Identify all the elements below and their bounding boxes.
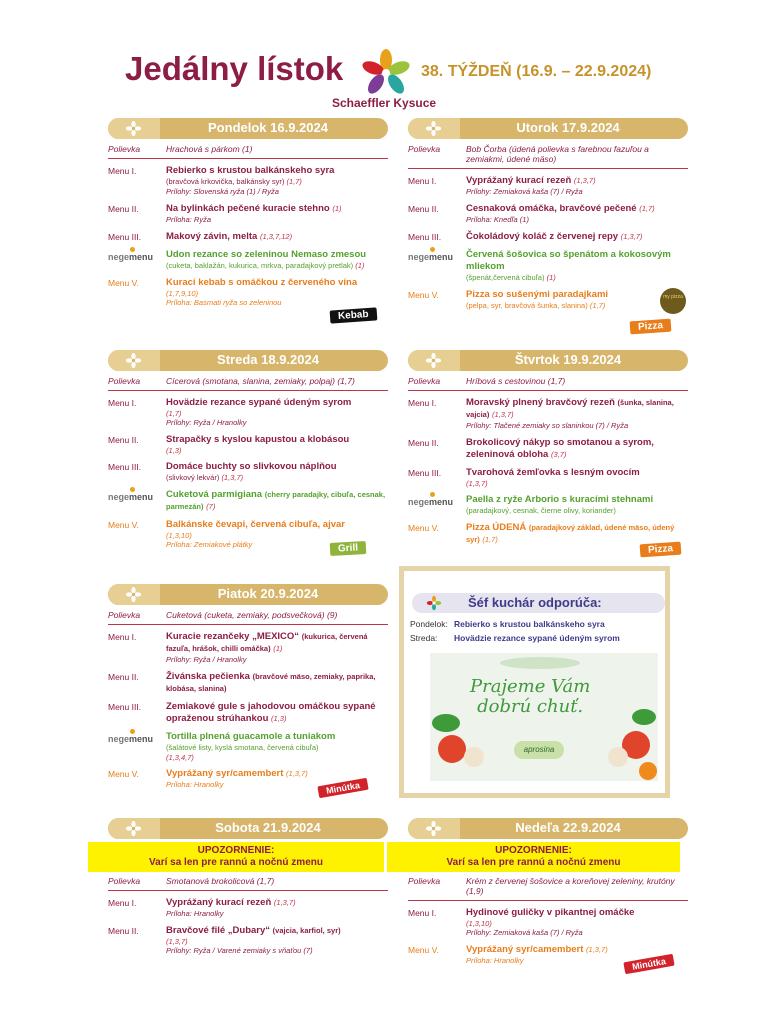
soup-row: Polievka Hríbová s cestovinou (1,7) <box>408 376 688 391</box>
menu-item: Menu II. Živánska pečienka (bravčové mäso, zemiaky, paprika, klobása, slanina) <box>108 671 376 693</box>
negemenu-logo: negemenu <box>408 249 466 283</box>
day-name: Nedeľa 22.9.2024 <box>515 820 621 835</box>
company-name: Schaeffler Kysuce <box>332 96 437 110</box>
soup-row: Polievka Cícerová (smotana, slanina, zemiaky, polpaj) (1,7) <box>108 376 388 391</box>
pizza-tag: Pizza <box>640 542 682 558</box>
negemenu-logo: negemenu <box>108 249 166 271</box>
menu-item: Menu V. Balkánske čevapi, červená cibuľa, ajvar (1,3,10) Príloha: Zemiakové plátky <box>108 519 345 549</box>
day-card-monday <box>108 118 388 308</box>
menu-item: Menu III. Domáce buchty so slivkovou náplňou (slivkový lekvár) (1,3,7) <box>108 461 337 482</box>
warning-banner-saturday: UPOZORNENIE: Varí sa len pre rannú a nočnú zmenu <box>88 842 384 872</box>
chef-title: Šéf kuchár odporúča: <box>468 595 602 610</box>
minutka-tag: Minútka <box>623 954 674 975</box>
menu-item: Menu II. Na bylinkách pečené kuracie stehno (1) Príloha: Ryža <box>108 203 342 224</box>
pizza-tag: Pizza <box>630 319 672 335</box>
menu-item: Menu II. Brokolicový nákyp so smotanou a syrom, zeleninová obloha (3,7) <box>408 437 654 460</box>
day-header <box>108 118 388 139</box>
week-range: 38. TÝŽDEŇ (16.9. – 22.9.2024) <box>421 63 652 80</box>
menu-item: Menu I. Vyprážaný kurací rezeň (1,3,7) Príloha: Hranolky <box>108 897 296 918</box>
negemenu-logo: negemenu <box>108 731 166 762</box>
day-name: Štvrtok 19.9.2024 <box>514 352 622 367</box>
menu-item: Menu III. Čokoládový koláč z červenej repy (1,3,7) <box>408 231 643 242</box>
kebab-tag: Kebab <box>330 307 377 323</box>
chef-recommendation: Streda: Hovädzie rezance sypané údeným syrom <box>410 633 620 643</box>
aprosina-logo: aprosina <box>514 741 564 759</box>
menu-item: Menu V. Pizza ÚDENÁ (paradajkový základ, údené mäso, údený syr) (1,7) <box>408 522 675 544</box>
greeting-text: Prajeme Vám dobrú chuť. <box>470 676 591 717</box>
vege-menu-item: negemenu Tortilla plnená guacamole a tuniakom (šalátové listy, kyslá smotana, červená cibuľa) (1,3,4,7) <box>108 731 336 762</box>
chef-recommendation-box <box>399 566 670 798</box>
page-title: Jedálny lístok <box>125 50 344 87</box>
my-pizza-badge: my pizza <box>660 288 686 314</box>
soup-row: Polievka Krém z červenej šošovice a koreňovej zeleniny, krutóny (1,9) <box>408 876 688 901</box>
vege-menu-item: negemenu Cuketová parmigiana (cherry paradajky, cibuľa, cesnak, parmezán) (7) <box>108 489 386 511</box>
day-card-tuesday <box>408 118 688 311</box>
day-card-sunday <box>408 818 688 966</box>
day-header <box>408 350 688 371</box>
soup-row: Polievka Bob Čorba (údená polievka s farebnou fazuľou a zemiakmi, údené mäso) <box>408 144 688 169</box>
day-name: Pondelok 16.9.2024 <box>208 120 328 135</box>
menu-item: Menu II. Cesnaková omáčka, bravčové pečené (1,7) Príloha: Knedľa (1) <box>408 203 655 224</box>
vege-menu-item: negemenu Červená šošovica so špenátom a kokosovým mliekom (špenát,červená cibuľa) (1) <box>408 249 671 282</box>
chef-header <box>412 593 665 613</box>
menu-item: Menu I. Rebierko s krustou balkánskeho syra (bravčová krkovička, balkánsky syr) (1,7) Prílohy: Slovenská ryža (1) / Ryža <box>108 165 335 196</box>
day-card-thursday <box>408 350 688 546</box>
soup-row: Polievka Cuketová (cuketa, zemiaky, podsvečková) (9) <box>108 610 388 625</box>
menu-item: Menu I. Hovädzie rezance sypané údeným syrom (1,7) Prílohy: Ryža / Hranolky <box>108 397 352 427</box>
day-name: Piatok 20.9.2024 <box>217 586 319 601</box>
menu-item: Menu I. Kuracie rezančeky „MEXICO“ (kukurica, červená fazuľa, hrášok, chilli omáčka) (1) Prílohy: Ryža / Hranolky <box>108 631 368 664</box>
vege-menu-item: negemenu Paella z ryže Arborio s kuracími stehnami (paradajkový, cesnak, čierne olivy, koriander) <box>408 494 654 515</box>
menu-item: Menu I. Vyprážaný kurací rezeň (1,3,7) Prílohy: Zemiaková kaša (7) / Ryža <box>408 175 596 196</box>
menu-item: Menu I. Moravský plnený bravčový rezeň (šunka, slanina, vajcia) (1,3,7) Prílohy: Tlačené zemiaky so slaninkou (7) / Ryža <box>408 397 674 430</box>
menu-item: Menu III. Makový závin, melta (1,3,7,12) <box>108 231 293 242</box>
menu-item: Menu I. Hydinové guličky v pikantnej omáčke (1,3,10) Prílohy: Zemiaková kaša (7) / Ryža <box>408 907 635 937</box>
menu-item: Menu V. Vyprážaný syr/camembert (1,3,7) Príloha: Hranolky <box>108 768 308 789</box>
day-name: Sobota 21.9.2024 <box>215 820 321 835</box>
day-header <box>108 350 388 371</box>
soup-row: Polievka Hrachová s párkom (1) <box>108 144 388 159</box>
menu-item: Menu II. Bravčové filé „Dubary“ (vajcia, karfiol, syr) (1,3,7) Prílohy: Ryža / Varené zemiaky s vňaťou (7) <box>108 925 341 955</box>
flower-logo-icon <box>358 46 414 98</box>
menu-item: Menu III. Tvarohová žemľovka s lesným ovocím (1,3,7) <box>408 467 640 488</box>
minutka-tag: Minútka <box>317 778 368 799</box>
day-card-friday <box>108 584 388 790</box>
bon-appetit-image <box>430 653 658 781</box>
day-name: Utorok 17.9.2024 <box>516 120 620 135</box>
menu-item: Menu V. Vyprážaný syr/camembert (1,3,7) Príloha: Hranolky <box>408 944 608 965</box>
grill-tag: Grill <box>330 541 367 556</box>
negemenu-logo: negemenu <box>108 489 166 513</box>
menu-item: Menu III. Zemiakové gule s jahodovou omáčkou sypané opraženou strúhankou (1,3) <box>108 701 376 724</box>
vege-menu-item: negemenu Udon rezance so zeleninou Nemaso zmesou (cuketa, baklažán, kukurica, mrkva, paradajkový pretlak) (1) <box>108 249 367 270</box>
day-header <box>108 818 388 839</box>
warning-banner-sunday: UPOZORNENIE: Varí sa len pre rannú a nočnú zmenu <box>387 842 680 872</box>
day-header <box>408 818 688 839</box>
menu-item: Menu V. Kurací kebab s omáčkou z červeného vína (1,7,9,10) Príloha: Basmati ryža so zeleninou <box>108 277 358 307</box>
menu-item: Menu II. Strapačky s kyslou kapustou a klobásou (1,3) <box>108 434 350 455</box>
negemenu-logo: negemenu <box>408 494 466 516</box>
soup-row: Polievka Smotanová brokolicová (1,7) <box>108 876 388 891</box>
day-header <box>408 118 688 139</box>
day-name: Streda 18.9.2024 <box>217 352 319 367</box>
flower-icon <box>426 595 442 611</box>
menu-item: Menu V. Pizza so sušenými paradajkami (pelpa, syr, bravčová šunka, slanina) (1,7) <box>408 289 609 310</box>
day-card-saturday <box>108 818 388 956</box>
day-header <box>108 584 388 605</box>
vegetables-illustration <box>430 653 658 781</box>
day-card-wednesday <box>108 350 388 550</box>
chef-recommendation: Pondelok: Rebierko s krustou balkánskeho syra <box>410 619 605 629</box>
